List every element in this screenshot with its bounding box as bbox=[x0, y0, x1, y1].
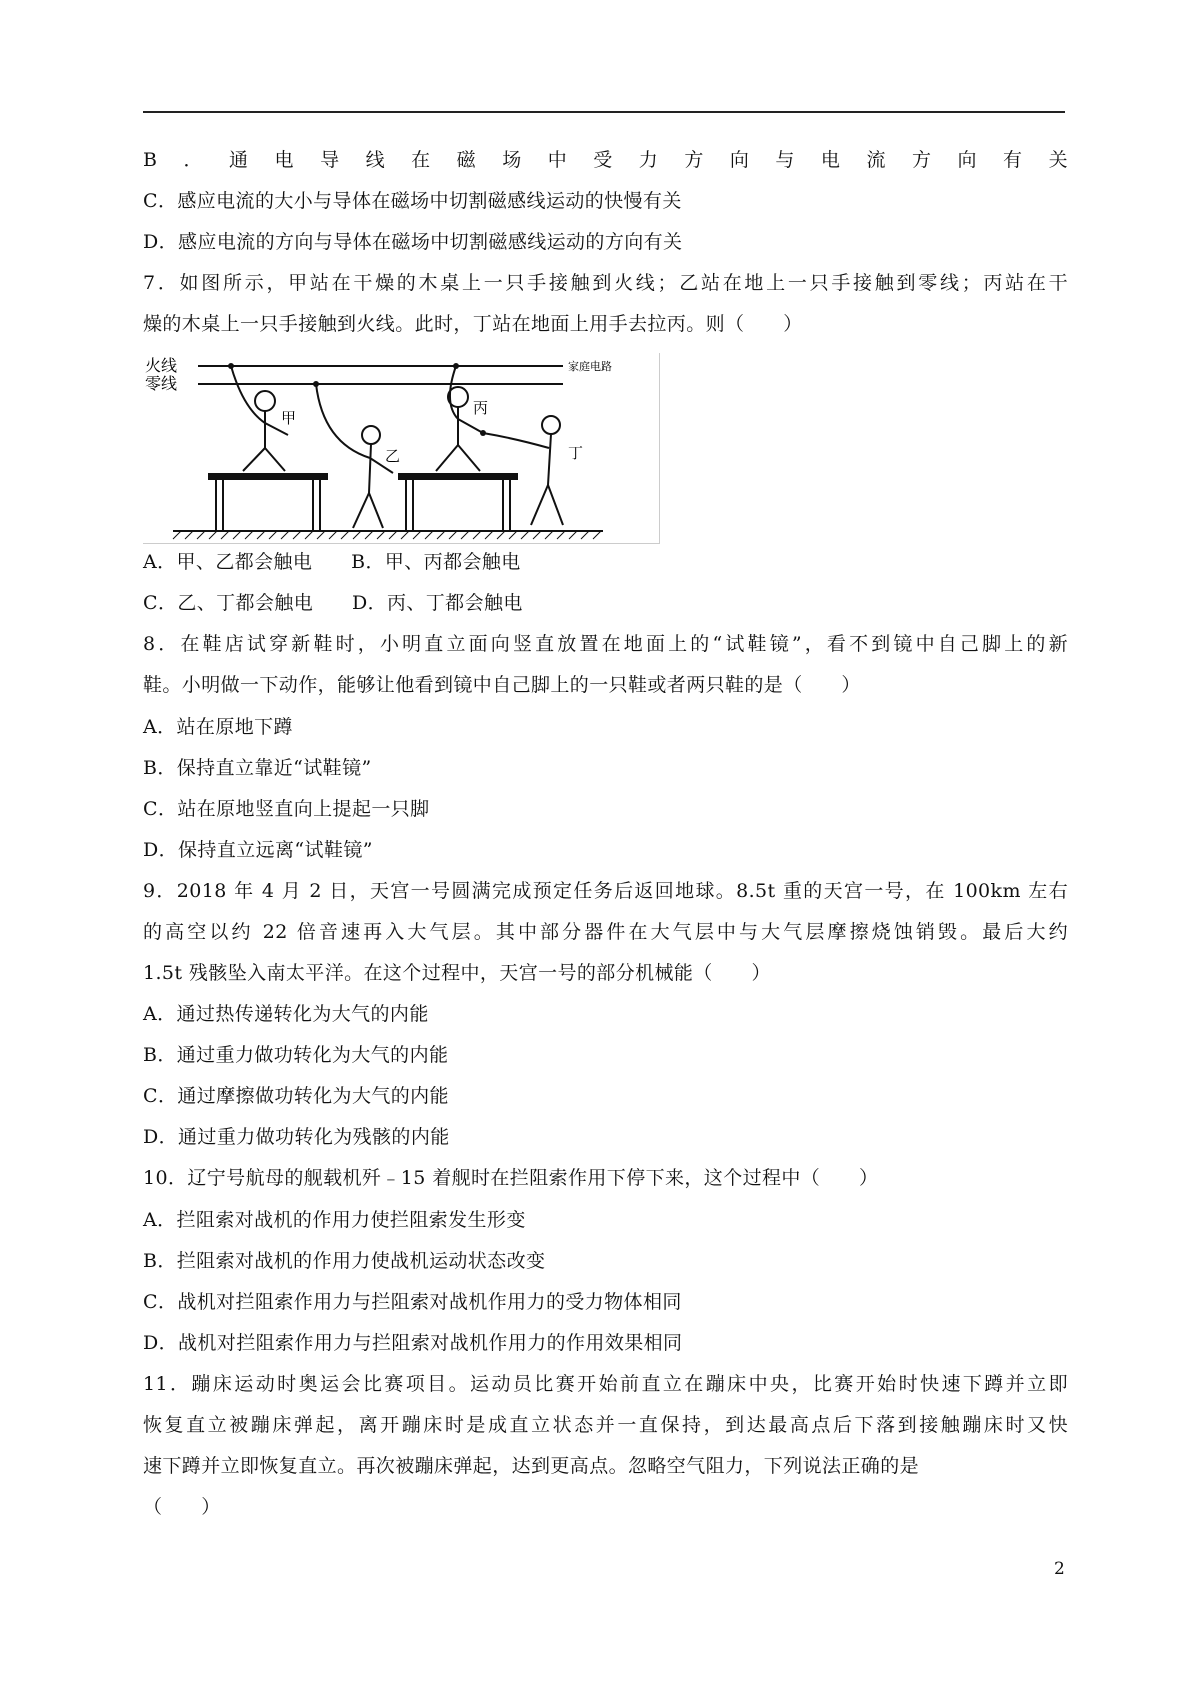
header-rule bbox=[143, 111, 1065, 113]
option-9a: A．通过热传递转化为大气的内能 bbox=[143, 1003, 429, 1025]
label-ding: 丁 bbox=[568, 444, 584, 462]
table-1 bbox=[208, 473, 328, 480]
label-bing: 丙 bbox=[473, 399, 489, 417]
person-yi bbox=[362, 426, 380, 444]
option-10a: A．拦阻索对战机的作用力使拦阻索发生形变 bbox=[143, 1209, 526, 1231]
option-10c: C．战机对拦阻索作用力与拦阻索对战机作用力的受力物体相同 bbox=[143, 1291, 682, 1313]
question-8-line-2: 鞋。小明做一下动作，能够让他看到镜中自己脚上的一只鞋或者两只鞋的是（ ） bbox=[143, 674, 861, 696]
page-number: 2 bbox=[1054, 1559, 1065, 1579]
option-9b: B．通过重力做功转化为大气的内能 bbox=[143, 1044, 449, 1066]
question-8-line-1: 8．在鞋店试穿新鞋时，小明直立面向竖直放置在地面上的“试鞋镜”，看不到镜中自己脚上的新 bbox=[143, 633, 1068, 655]
question-10: 10．辽宁号航母的舰载机歼﹣15 着舰时在拦阻索作用下停下来，这个过程中（ ） bbox=[143, 1167, 879, 1189]
option-6b: B．通电导线在磁场中受力方向与电流方向有关 bbox=[143, 149, 1068, 171]
option-8a: A．站在原地下蹲 bbox=[143, 716, 293, 738]
electric-shock-figure bbox=[143, 353, 660, 544]
table-2 bbox=[398, 473, 518, 480]
question-9-line-1: 9．2018 年 4 月 2 日，天宫一号圆满完成预定任务后返回地球。8.5t 重的天宫一号，在 100km 左右 bbox=[143, 880, 1068, 902]
circuit-label: 家庭电路 bbox=[568, 360, 612, 373]
option-9d: D．通过重力做功转化为残骸的内能 bbox=[143, 1126, 450, 1148]
option-6d: D．感应电流的方向与导体在磁场中切割磁感线运动的方向有关 bbox=[143, 231, 683, 253]
option-7-ab: A．甲、乙都会触电 B．甲、丙都会触电 bbox=[143, 551, 521, 573]
label-jia: 甲 bbox=[281, 409, 297, 427]
option-7-cd: C．乙、丁都会触电 D．丙、丁都会触电 bbox=[143, 592, 523, 614]
option-8c: C．站在原地竖直向上提起一只脚 bbox=[143, 798, 430, 820]
person-jia bbox=[255, 391, 275, 411]
option-10d: D．战机对拦阻索作用力与拦阻索对战机作用力的作用效果相同 bbox=[143, 1332, 683, 1354]
option-10b: B．拦阻索对战机的作用力使战机运动状态改变 bbox=[143, 1250, 546, 1272]
option-6c: C．感应电流的大小与导体在磁场中切割磁感线运动的快慢有关 bbox=[143, 190, 682, 212]
question-7-line-2: 燥的木桌上一只手接触到火线。此时，丁站在地面上用手去拉丙。则（ ） bbox=[143, 313, 803, 335]
option-8d: D．保持直立远离“试鞋镜” bbox=[143, 839, 373, 861]
question-11-line-1: 11．蹦床运动时奥运会比赛项目。运动员比赛开始前直立在蹦床中央，比赛开始时快速下蹲并立即 bbox=[143, 1373, 1068, 1395]
option-9c: C．通过摩擦做功转化为大气的内能 bbox=[143, 1085, 449, 1107]
label-yi: 乙 bbox=[385, 447, 401, 465]
question-7-line-1: 7．如图所示，甲站在干燥的木桌上一只手接触到火线；乙站在地上一只手接触到零线；丙站在干 bbox=[143, 272, 1068, 294]
question-11-line-2: 恢复直立被蹦床弹起，离开蹦床时是成直立状态并一直保持，到达最高点后下落到接触蹦床时又快 bbox=[143, 1414, 1068, 1436]
question-9-line-3: 1.5t 残骸坠入南太平洋。在这个过程中，天宫一号的部分机械能（ ） bbox=[143, 962, 771, 984]
circuit-diagram bbox=[143, 353, 659, 543]
option-8b: B．保持直立靠近“试鞋镜” bbox=[143, 757, 372, 779]
live-wire-label: 火线 bbox=[145, 356, 178, 375]
question-9-line-2: 的高空以约 22 倍音速再入大气层。其中部分器件在大气层中与大气层摩擦烧蚀销毁。最后大约 bbox=[143, 921, 1068, 943]
question-11-line-3: 速下蹲并立即恢复直立。再次被蹦床弹起，达到更高点。忽略空气阻力，下列说法正确的是 bbox=[143, 1455, 920, 1477]
person-ding bbox=[542, 416, 560, 434]
question-11-line-4: （ ） bbox=[143, 1496, 221, 1518]
neutral-wire-label: 零线 bbox=[145, 374, 178, 393]
